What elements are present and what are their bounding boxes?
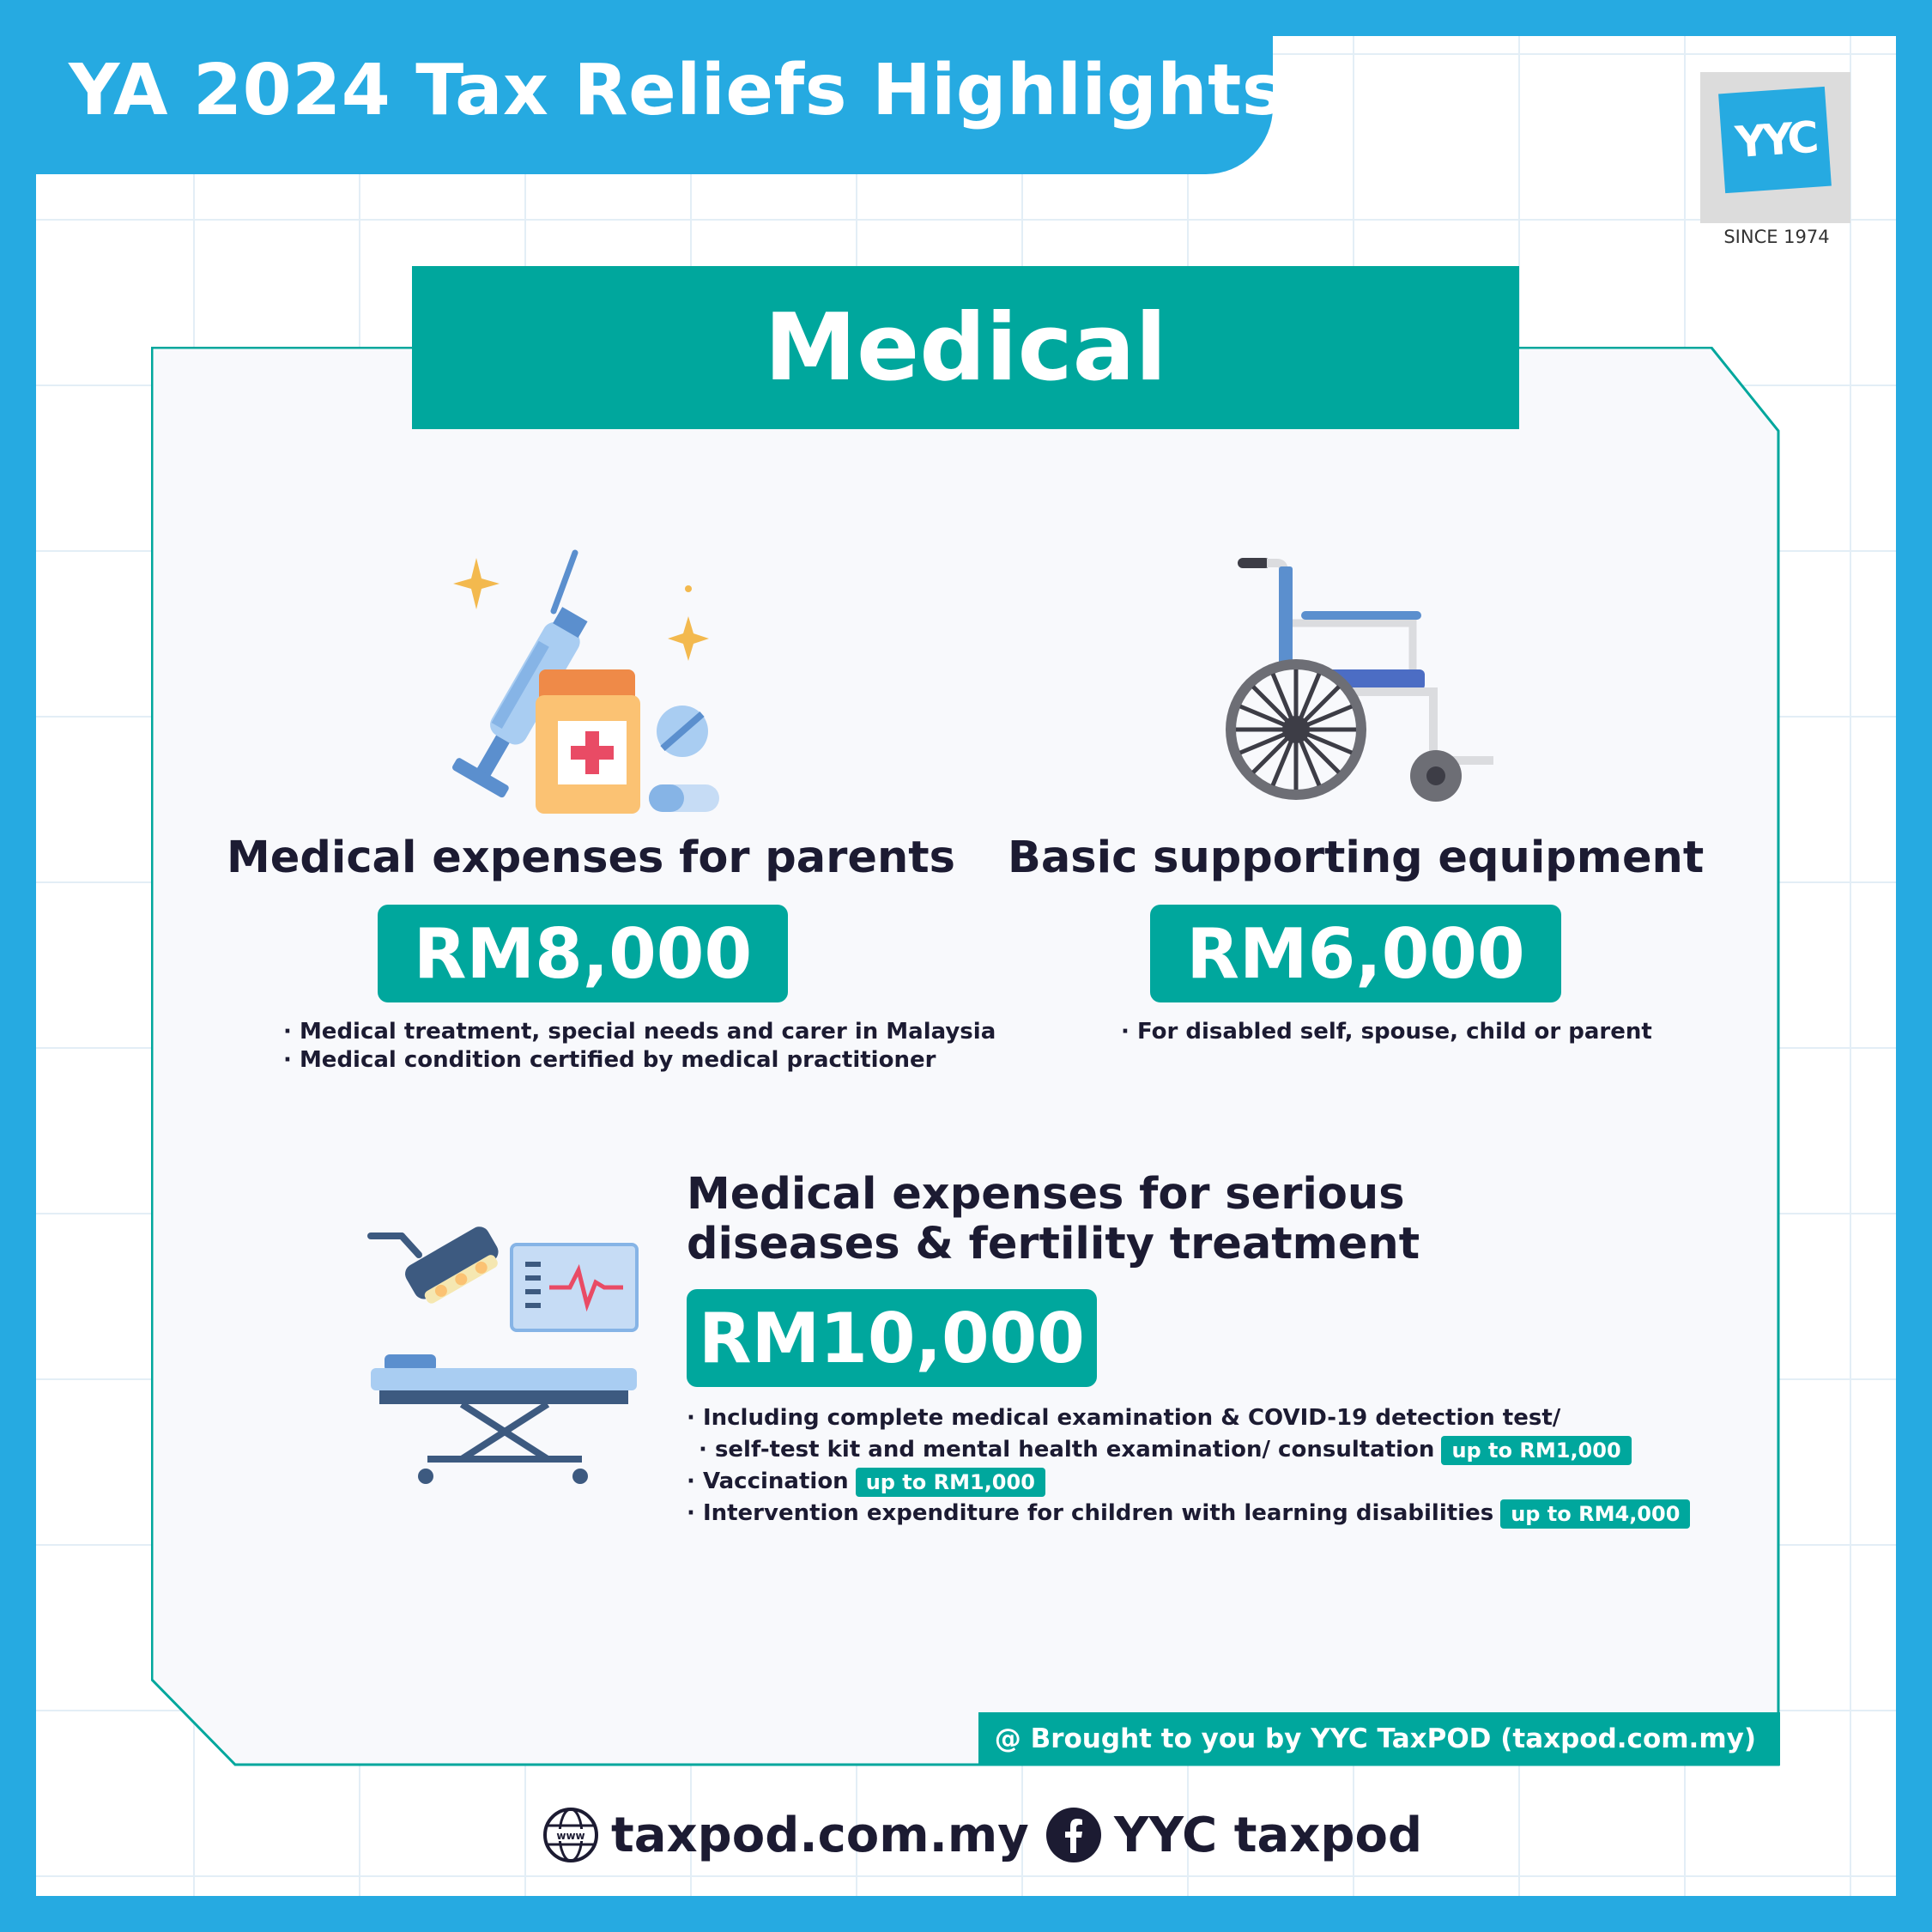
- hospital-bed-icon: [367, 1219, 642, 1493]
- item-title-line2: diseases & fertility treatment: [687, 1219, 1420, 1269]
- limit-tag: up to RM4,000: [1500, 1499, 1690, 1529]
- website-link[interactable]: taxpod.com.my: [611, 1807, 1029, 1863]
- logo-since: SINCE 1974: [1723, 227, 1830, 247]
- yyc-logo: [1700, 72, 1850, 223]
- bullet-list: [1121, 1018, 1652, 1046]
- limit-tag: up to RM1,000: [856, 1468, 1045, 1497]
- bullet-item: · Intervention expenditure for children with learning disabilities up to RM4,000: [687, 1498, 1690, 1529]
- wheelchair-icon: [1219, 554, 1502, 812]
- section-title: Medical: [764, 294, 1167, 402]
- svg-text:www: www: [556, 1830, 585, 1842]
- item-title: Medical expenses for parents: [227, 833, 955, 883]
- item-title: Basic supporting equipment: [1008, 833, 1705, 883]
- logo-text: YYC: [1733, 112, 1817, 168]
- bullet-list: [283, 1018, 996, 1075]
- bullet-item: · Medical treatment, special needs and carer in Malaysia: [283, 1018, 996, 1046]
- bullet-list: [687, 1402, 1690, 1529]
- bullet-item-continuation: · self-test kit and mental health examination/ consultation up to RM1,000: [687, 1434, 1690, 1466]
- footer-facebook[interactable]: [1045, 1807, 1422, 1863]
- amount-badge: RM8,000: [378, 905, 788, 1002]
- bullet-item: · Medical condition certified by medical practitioner: [283, 1046, 996, 1075]
- limit-tag: up to RM1,000: [1441, 1436, 1631, 1465]
- section-banner: [412, 266, 1519, 429]
- medicine-syringe-icon: [446, 549, 721, 824]
- amount-badge: RM10,000: [687, 1289, 1097, 1387]
- header-banner: [0, 0, 1285, 174]
- bullet-item: · For disabled self, spouse, child or parent: [1121, 1018, 1652, 1046]
- footer-website[interactable]: [542, 1807, 1029, 1863]
- bullet-item: · Including complete medical examination & COVID-19 detection test/: [687, 1402, 1690, 1434]
- bullet-item: · Vaccination up to RM1,000: [687, 1466, 1690, 1498]
- item-title-line1: Medical expenses for serious: [687, 1169, 1405, 1220]
- page-title: YA 2024 Tax Reliefs Highlights: [69, 50, 1285, 131]
- amount-badge: RM6,000: [1150, 905, 1561, 1002]
- globe-icon: [542, 1807, 599, 1863]
- credit-banner: @ Brought to you by YYC TaxPOD (taxpod.com.my): [978, 1712, 1780, 1765]
- facebook-icon: [1045, 1807, 1102, 1863]
- facebook-link[interactable]: YYC taxpod: [1114, 1807, 1423, 1863]
